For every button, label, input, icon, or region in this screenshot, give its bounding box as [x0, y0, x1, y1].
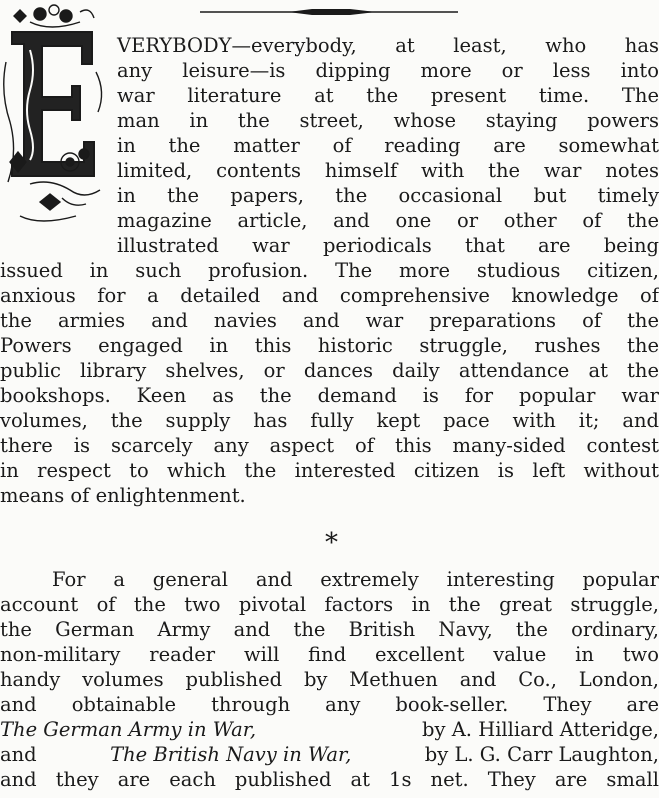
- header-rule-ornament: [200, 7, 458, 17]
- text-line: war literature at the present time. The: [117, 84, 659, 107]
- ornamental-dropcap-e: [0, 2, 112, 232]
- text-line: public library shelves, or dances daily attendance at the: [0, 359, 659, 382]
- text-line: magazine article, and one or other of the: [117, 209, 659, 232]
- text-line: issued in such profusion. The more studious citizen,: [0, 259, 659, 282]
- text-line: bookshops. Keen as the demand is for popular war: [0, 384, 659, 407]
- text-line: For a general and extremely interesting popular: [52, 568, 659, 591]
- book-author-atteridge: by A. Hilliard Atteridge,: [422, 718, 659, 741]
- text-line: illustrated war periodicals that are being: [117, 234, 659, 257]
- book-title-german-army: The German Army in War,: [0, 718, 257, 741]
- text-line: account of the two pivotal factors in the great struggle,: [0, 593, 659, 616]
- text-line: in the papers, the occasional but timely: [117, 184, 659, 207]
- book-title-british-navy: The British Navy in War,: [110, 743, 352, 766]
- text-line: the German Army and the British Navy, the ordinary,: [0, 618, 659, 641]
- text-line: in respect to which the interested citizen is left without: [0, 459, 659, 482]
- text-line: any leisure—is dipping more or less into: [117, 59, 659, 82]
- text-line: means of enlightenment.: [0, 484, 246, 507]
- book-author-laughton: by L. G. Carr Laughton,: [424, 743, 659, 766]
- text-line: Powers engaged in this historic struggle, rushes the: [0, 334, 659, 357]
- text-line: in the matter of reading are somewhat: [117, 134, 659, 157]
- text-fragment: and: [0, 743, 37, 766]
- text-line: anxious for a detailed and comprehensive knowledge of: [0, 284, 659, 307]
- text-line: [0, 718, 659, 742]
- text-line: there is scarcely any aspect of this many-sided contest: [0, 434, 659, 457]
- text-line: and they are each published at 1s net. They are small: [0, 768, 659, 791]
- text-line: volumes, the supply has fully kept pace with it; and: [0, 409, 659, 432]
- section-separator: *: [325, 528, 338, 558]
- text-line: man in the street, whose staying powers: [117, 109, 659, 132]
- text-line: the armies and navies and war preparations of the: [0, 309, 659, 332]
- text-line: limited, contents himself with the war notes: [117, 159, 659, 182]
- text-line: handy volumes published by Methuen and Co., London,: [0, 668, 659, 691]
- text-line: VERYBODY—everybody, at least, who has: [117, 34, 659, 57]
- text-line: non-military reader will find excellent value in two: [0, 643, 659, 666]
- dropcap-letter: E: [0, 2, 1, 3]
- text-line: and obtainable through any book-seller. They are: [0, 693, 659, 716]
- text-line: [0, 743, 659, 767]
